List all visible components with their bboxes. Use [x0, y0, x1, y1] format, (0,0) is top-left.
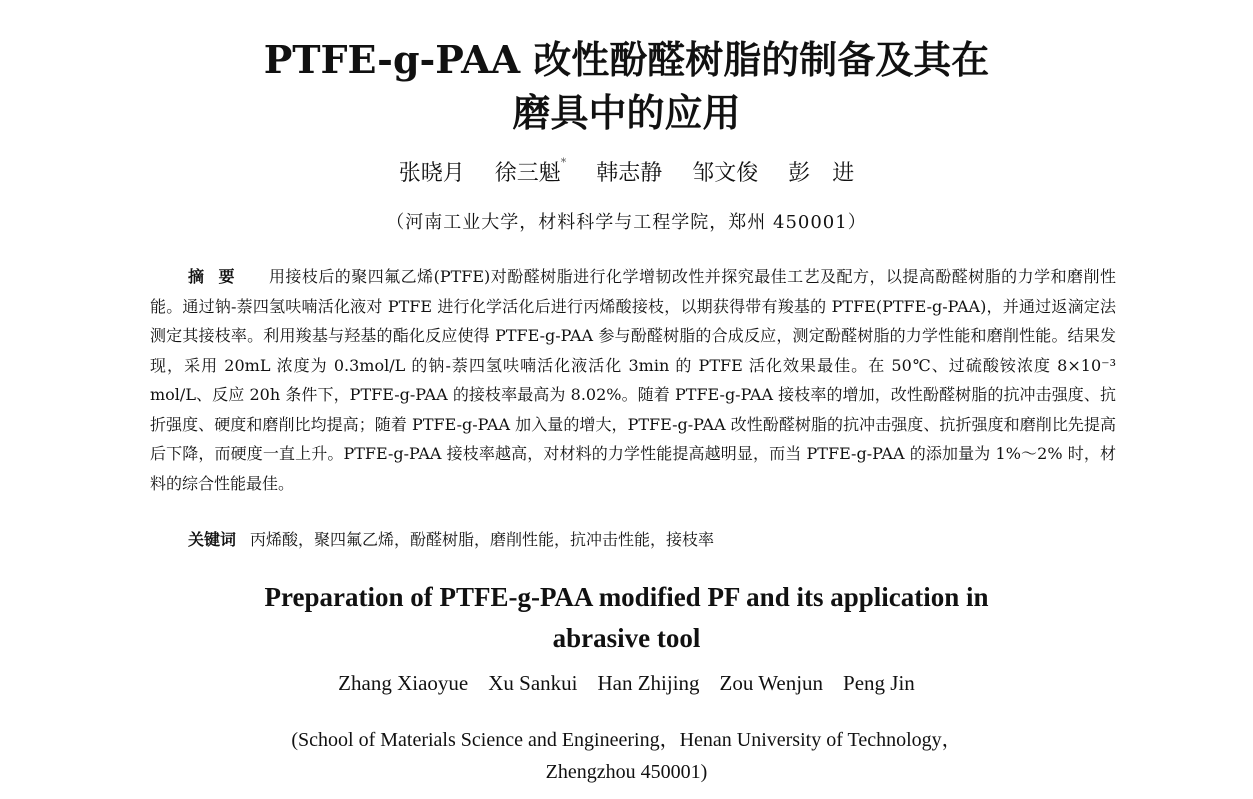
author-cn: 张晓月 — [398, 161, 465, 186]
author-en: Zou Wenjun — [719, 671, 824, 695]
chinese-author-list — [0, 156, 1253, 187]
english-title-line-1: Preparation of PTFE-g-PAA modified PF and its application in — [264, 582, 989, 612]
author-cn-corresponding: 徐三魁* — [494, 156, 567, 186]
english-author-list — [0, 671, 1253, 696]
author-cn: 彭 进 — [788, 161, 855, 186]
author-en: Xu Sankui — [488, 671, 578, 695]
keywords-label: 关键词 — [188, 530, 237, 549]
author-cn: 邹文俊 — [692, 161, 759, 186]
author-en: Peng Jin — [843, 671, 915, 695]
chinese-affiliation: （河南工业大学，材料科学与工程学院，郑州 450001） — [386, 212, 867, 233]
chinese-title-line-2: 磨具中的应用 — [512, 90, 741, 135]
english-affiliation-line-2: Zhengzhou 450001) — [545, 761, 708, 783]
author-en: Han Zhijing — [597, 671, 700, 695]
english-affiliation-line-1: (School of Materials Science and Engineering，Henan University of Technology， — [291, 729, 962, 751]
abstract-label: 摘要 — [188, 267, 249, 286]
corresponding-author-mark: * — [560, 156, 567, 169]
english-title-line-2: abrasive tool — [552, 623, 701, 653]
keywords-line — [150, 527, 1116, 553]
author-cn: 韩志静 — [596, 161, 663, 186]
chinese-title-line-1: PTFE-g-PAA 改性酚醛树脂的制备及其在 — [263, 37, 990, 82]
abstract-text: 用接枝后的聚四氟乙烯(PTFE)对酚醛树脂进行化学增韧改性并探究最佳工艺及配方，以提高酚醛树脂的力学和磨削性能。通过钠-萘四氢呋喃活化液对 PTFE 进行化学活化后进行丙烯酸接枝，以期获得带有羧基的 PTFE(PTFE-g-PAA)，并通过返滴定法测定其接枝率。利用羧基与羟基的酯化反应使得 PTFE-g-PAA 参与酚醛树脂的合成反应，测定酚醛树脂的力学性能和磨削性能。结果发现，采用 20mL 浓度为 0.3mol/L 的钠-萘四氢呋喃活化液活化 3min 的 PTFE 活化效果最佳。在 50℃、过硫酸铵浓度 8×10⁻³ mol/L、反应 20h 条件下，PTFE-g-PAA 的接枝率最高为 8.02%。随着 PTFE-g-PAA 接枝率的增加，改性酚醛树脂的抗冲击强度、抗折强度、硬度和磨削比均提高；随着 PTFE-g-PAA 加入量的增大，PTFE-g-PAA 改性酚醛树脂的抗冲击强度、抗折强度和磨削比先提高后下降，而硬度一直上升。PTFE-g-PAA 接枝率越高，对材料的力学性能提高越明显，而当 PTFE-g-PAA 的添加量为 1%～2% 时，材料的综合性能最佳。 — [150, 267, 1116, 493]
author-en: Zhang Xiaoyue — [338, 671, 469, 695]
abstract-paragraph — [150, 262, 1116, 498]
keywords-text: 丙烯酸，聚四氟乙烯，酚醛树脂，磨削性能，抗冲击性能，接枝率 — [250, 530, 715, 549]
